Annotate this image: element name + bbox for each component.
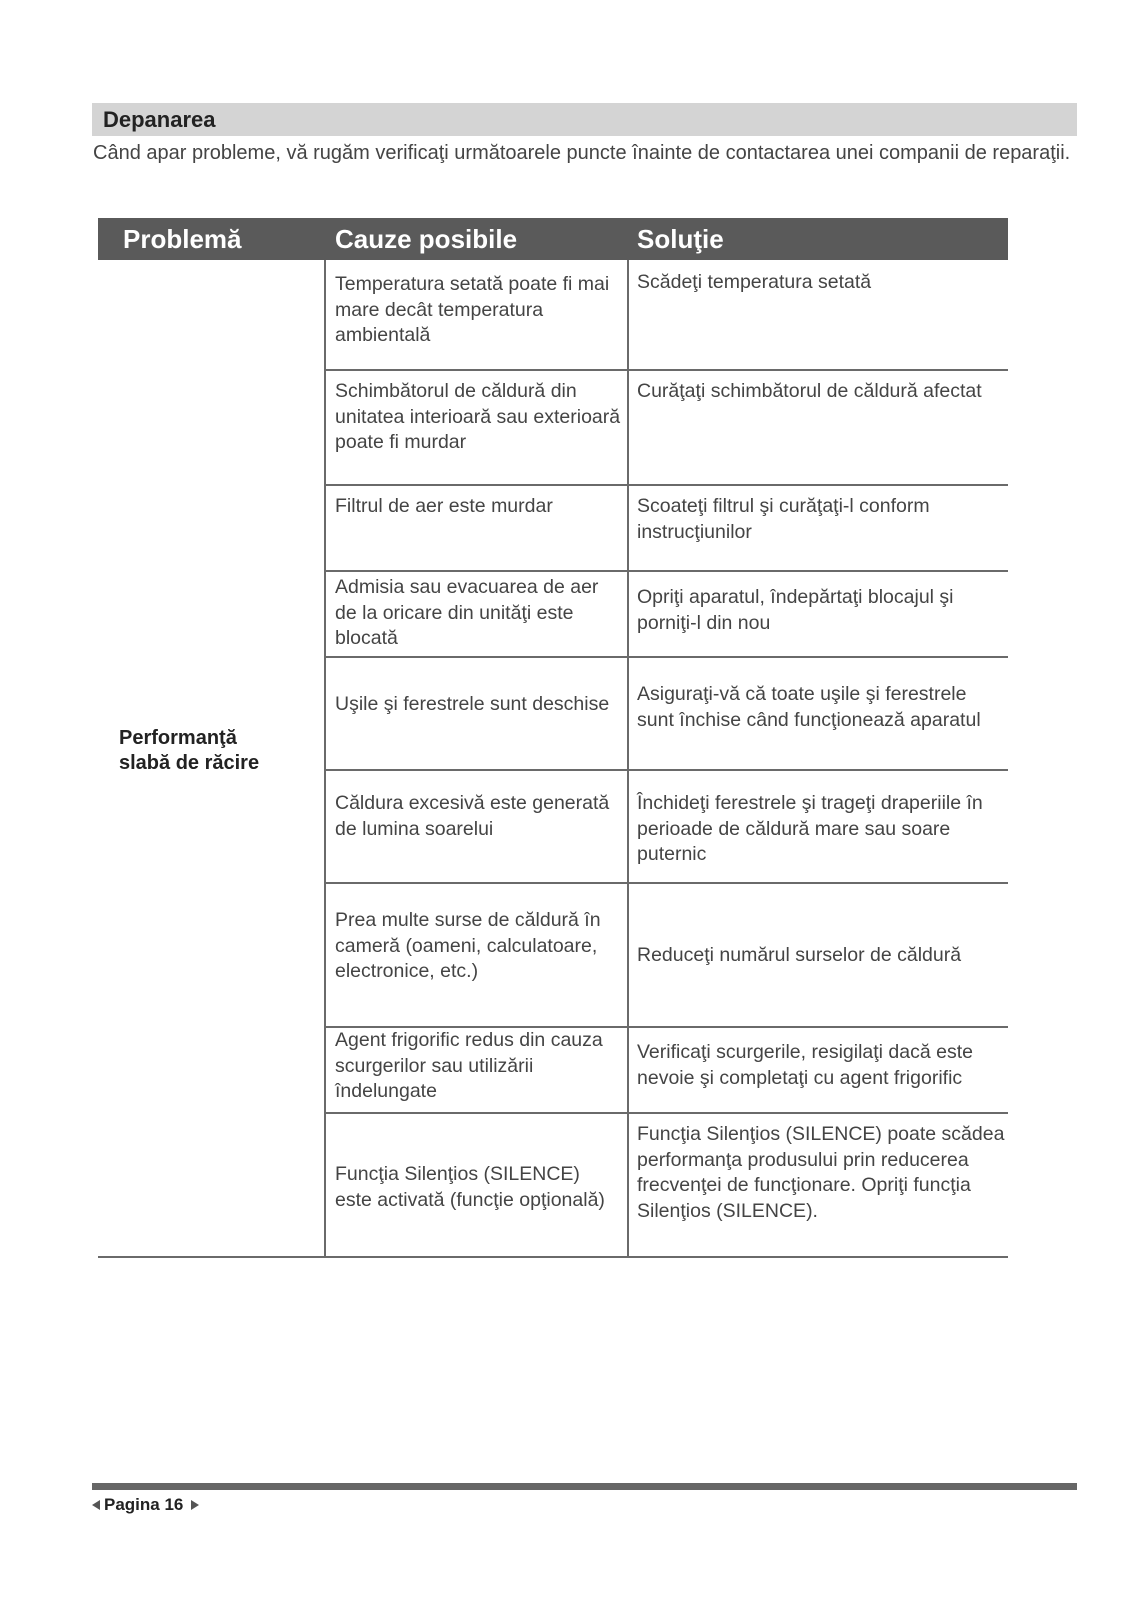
row-separator [325, 484, 1008, 486]
row-separator [325, 882, 1008, 884]
header-problem: Problemă [123, 224, 242, 254]
header-causes: Cauze posibile [335, 224, 518, 254]
page-indicator [92, 1494, 199, 1516]
solution-cell: Opriţi aparatul, îndepărtaţi blocajul şi porniţi-l din nou [637, 586, 954, 634]
cause-cell: Funcţia Silenţios (SILENCE) este activată (funcţie opţională) [335, 1163, 605, 1211]
row-separator [325, 1112, 1008, 1114]
section-title: Depanarea [103, 107, 216, 132]
solution-cell: Curăţaţi schimbătorul de căldură afectat [637, 380, 982, 402]
solution-cell: Reduceţi numărul surselor de căldură [637, 944, 962, 966]
cause-cell: Căldura excesivă este generată de lumina soarelui [335, 792, 610, 840]
cause-cell: Schimbătorul de căldură din unitatea interioară sau exterioară poate fi murdar [335, 380, 621, 453]
cause-cell: Prea multe surse de căldură în cameră (oameni, calculatoare, electronice, etc.) [335, 909, 601, 982]
triangle-left-icon [92, 1500, 100, 1510]
cause-cell: Temperatura setată poate fi mai mare decât temperatura ambientală [335, 273, 610, 346]
header-solution: Soluţie [637, 224, 724, 254]
row-separator [325, 769, 1008, 771]
section-header-bar [92, 103, 1077, 136]
row-separator [325, 570, 1008, 572]
cause-cell: Uşile şi ferestrele sunt deschise [335, 693, 610, 715]
table-bottom-line [98, 1256, 1008, 1258]
row-separator [325, 656, 1008, 658]
grid-line [324, 260, 326, 1257]
solution-cell: Verificaţi scurgerile, resigilaţi dacă este nevoie şi completaţi cu agent frigorific [637, 1041, 973, 1089]
row-separator [325, 369, 1008, 371]
cause-cell: Admisia sau evacuarea de aer de la oricare din unităţi este blocată [335, 576, 599, 649]
cause-cell: Agent frigorific redus din cauza scurgerilor sau utilizării îndelungate [335, 1029, 603, 1102]
solution-cell: Funcţia Silenţios (SILENCE) poate scădea performanţa produsului prin reducerea frecvenţei de funcţionare. Opriţi funcţia Silenţios (SILENCE). [637, 1123, 1005, 1222]
solution-cell: Închideţi ferestrele şi trageţi draperiile în perioade de căldură mare sau soare puternic [637, 792, 983, 865]
solution-cell: Scoateţi filtrul şi curăţaţi-l conform instrucţiunilor [637, 495, 930, 543]
footer-bar [92, 1483, 1077, 1490]
intro-text: Când apar probleme, vă rugăm verificaţi următoarele puncte înainte de contactarea unei companii de reparaţii. [93, 142, 1071, 164]
cause-cell: Filtrul de aer este murdar [335, 495, 553, 517]
problem-label: Performanţă slabă de răcire [119, 727, 260, 774]
triangle-right-icon [191, 1500, 199, 1510]
page-label: Pagina 16 [104, 1495, 184, 1514]
grid-line [627, 260, 629, 1257]
solution-cell: Asiguraţi-vă că toate uşile şi ferestrele sunt închise când funcţionează aparatul [637, 683, 981, 731]
solution-cell: Scădeţi temperatura setată [637, 271, 872, 293]
